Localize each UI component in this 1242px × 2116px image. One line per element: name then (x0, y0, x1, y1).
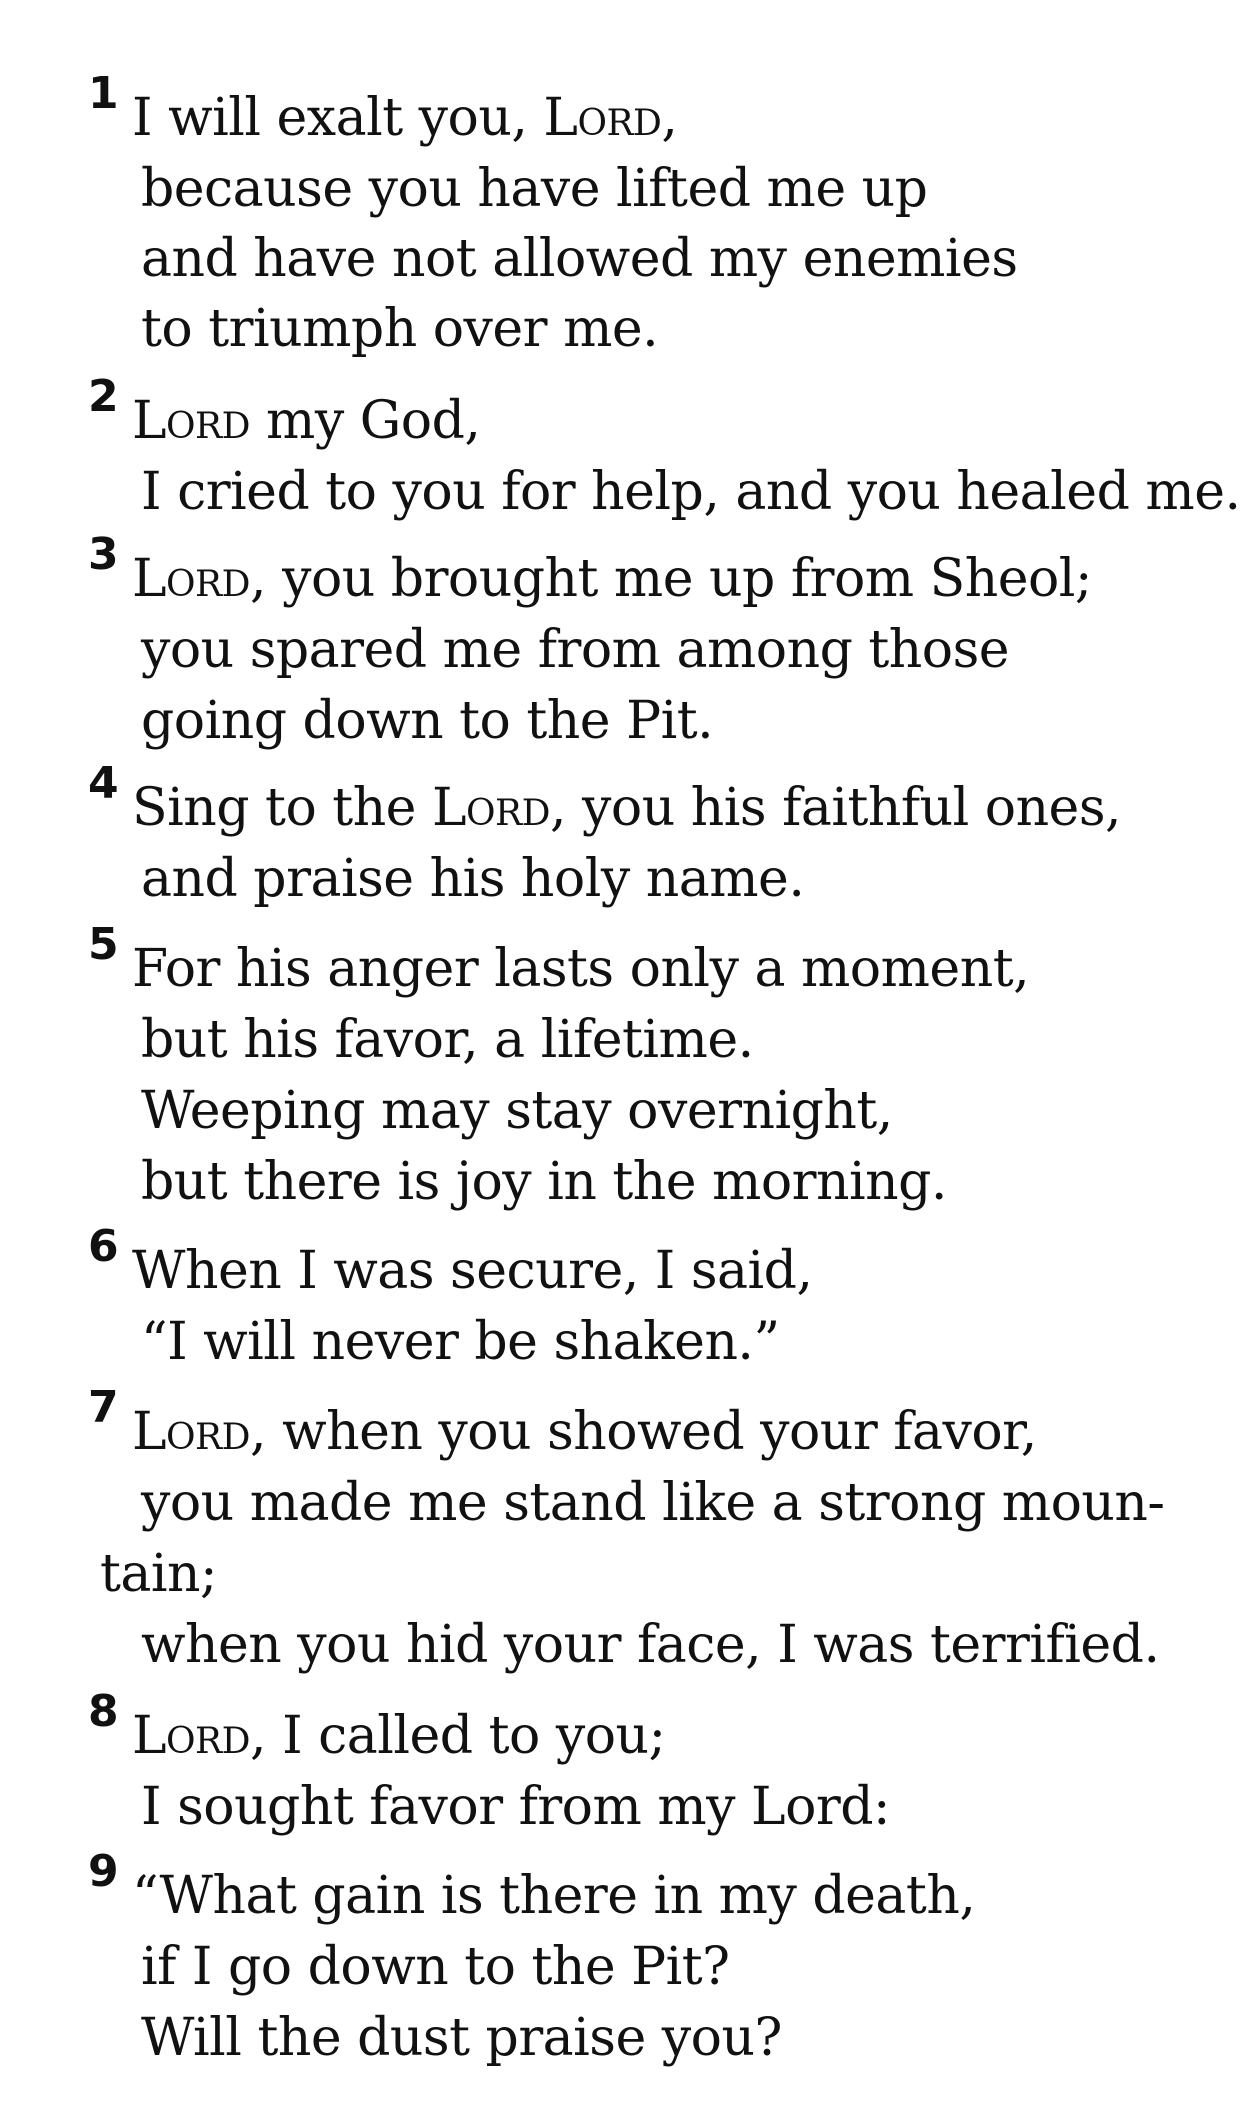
verse-text: because you have lifted me up (141, 159, 928, 219)
verse-line (132, 939, 1030, 999)
verse-line (132, 1402, 1037, 1462)
verse-text: when you hid your face, I was terrified. (141, 1615, 1160, 1675)
verse-text: “What gain is there in my death, (132, 1866, 976, 1926)
verse-number: 5 (88, 919, 119, 970)
verse-text: Sing to the (132, 778, 432, 838)
verse-number: 8 (88, 1686, 119, 1737)
verse-number: 6 (88, 1221, 119, 1272)
divine-name: Lord (132, 391, 251, 451)
divine-name: Lord (543, 88, 662, 148)
verse-line (141, 1081, 893, 1141)
verse-text: I will exalt you, (132, 88, 544, 148)
verse-line (141, 229, 1018, 289)
verse-text: if I go down to the Pit? (141, 1937, 730, 1997)
verse-line (141, 1010, 754, 1070)
verse-text: Will the dust praise you? (141, 2008, 782, 2068)
verse-line (141, 299, 659, 359)
verse-text: , you his faithful ones, (550, 778, 1122, 838)
verse-number: 4 (88, 758, 119, 809)
verse-text: I sought favor from my Lord: (141, 1777, 891, 1837)
verse-text: Weeping may stay overnight, (141, 1081, 893, 1141)
verse-text: , when you showed your favor, (250, 1402, 1037, 1462)
divine-name: Lord (132, 1402, 251, 1462)
verse-line (141, 1937, 730, 1997)
divine-name: Lord (132, 1706, 251, 1766)
verse-text: “I will never be shaken.” (141, 1312, 780, 1372)
verse-text: you spared me from among those (141, 620, 1010, 680)
verse-text: and praise his holy name. (141, 849, 805, 909)
verse-line (132, 1866, 976, 1926)
verse-text: to triumph over me. (141, 299, 659, 359)
verse-line (132, 1241, 813, 1301)
verse-line (141, 462, 1241, 522)
verse-text: my God, (250, 391, 481, 451)
divine-name: Lord (132, 549, 251, 609)
verse-line (141, 1312, 780, 1372)
verse-text: but there is joy in the morning. (141, 1152, 947, 1212)
verse-number: 3 (88, 529, 119, 580)
verse-number: 9 (88, 1846, 119, 1897)
verse-number: 1 (88, 68, 119, 119)
verse-number: 7 (88, 1382, 119, 1433)
verse-line (141, 1777, 891, 1837)
verse-text: When I was secure, I said, (132, 1241, 813, 1301)
verse-text: and have not allowed my enemies (141, 229, 1018, 289)
verse-line (141, 849, 805, 909)
verse-line (141, 1615, 1160, 1675)
verse-line (132, 391, 481, 451)
verse-text: , you brought me up from Sheol; (250, 549, 1092, 609)
verse-text: going down to the Pit. (141, 691, 714, 751)
verse-text: tain; (100, 1544, 218, 1604)
verse-line (132, 778, 1122, 838)
verse-line (141, 159, 928, 219)
verse-line (141, 1473, 1165, 1533)
divine-name: Lord (431, 778, 550, 838)
verse-line (141, 620, 1010, 680)
verse-text: , I called to you; (250, 1706, 666, 1766)
verse-line (141, 2008, 782, 2068)
verse-line (132, 549, 1092, 609)
verse-line (141, 1152, 947, 1212)
verse-line (141, 691, 714, 751)
verse-line (132, 1706, 666, 1766)
verse-text: you made me stand like a strong moun- (141, 1473, 1165, 1533)
verse-text: but his favor, a lifetime. (141, 1010, 754, 1070)
verse-text: I cried to you for help, and you healed me. (141, 462, 1241, 522)
verse-text: , (661, 88, 678, 148)
verse-line (132, 88, 678, 148)
verse-line (100, 1544, 218, 1604)
verse-number: 2 (88, 371, 119, 422)
verse-text: For his anger lasts only a moment, (132, 939, 1030, 999)
